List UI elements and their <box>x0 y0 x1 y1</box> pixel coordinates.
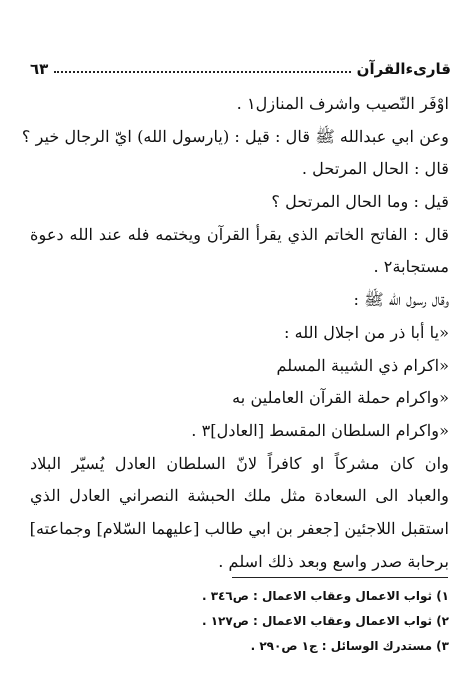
body-text <box>21 88 449 578</box>
footnote: ٣) مستدرك الوسائل : ج١ ص٢٩٠ . <box>250 639 449 653</box>
footnotes <box>30 584 449 659</box>
text-line: «اكرام ذي الشيبة المسلم <box>276 355 449 375</box>
text-line: «واكرام السلطان المقسط [العادل]٣ . <box>191 420 449 440</box>
text-line: والعباد الى السعادة مثل ملك الحبشة النصراني العادل الذي <box>30 486 449 506</box>
text-line: وان كان مشركاً او كافراً لانّ السلطان العادل يُسيّر البلاد <box>30 453 449 473</box>
text-line: قيل : وما الحال المرتحل ؟ <box>271 192 449 212</box>
footnote: ١) ثواب الاعمال وعقاب الاعمال : ص٣٤٦ . <box>201 589 449 603</box>
text-line: «واكرام حملة القرآن العاملين به <box>232 388 449 408</box>
text-line: اوْفَر النّصيب واشرف المنازل١ . <box>236 94 449 113</box>
page-number: ٦٣ <box>30 60 49 78</box>
text-line: قال : الفاتح الخاتم الذي يقرأ القرآن ويختمه فله عند الله دعوة <box>30 224 449 244</box>
footnote: ٢) ثواب الاعمال وعقاب الاعمال : ص١٢٧ . <box>201 614 449 628</box>
text-line: استقبل اللاجئين [جعفر بن ابي طالب [عليهما السّلام] وجماعته] <box>29 518 449 538</box>
page-header <box>30 56 451 78</box>
running-title: قارىءالقرآن <box>356 60 451 78</box>
footnote-separator <box>232 577 448 578</box>
text-line: مستجابة٢ . <box>373 257 449 277</box>
text-line: «يا أبا ذر من اجلال الله : <box>283 322 449 342</box>
text-line: وقال رسول الله ﷺ : <box>353 290 449 310</box>
header-dot-leader <box>54 71 350 73</box>
text-line: وعن ابي عبدالله ﷺ قال : قيل : (يارسول الله) ايّ الرجال خير ؟ <box>21 126 449 146</box>
text-line: برحابة صدر واسع وبعد ذلك اسلم . <box>218 551 449 571</box>
text-line: قال : الحال المرتحل . <box>301 159 449 179</box>
